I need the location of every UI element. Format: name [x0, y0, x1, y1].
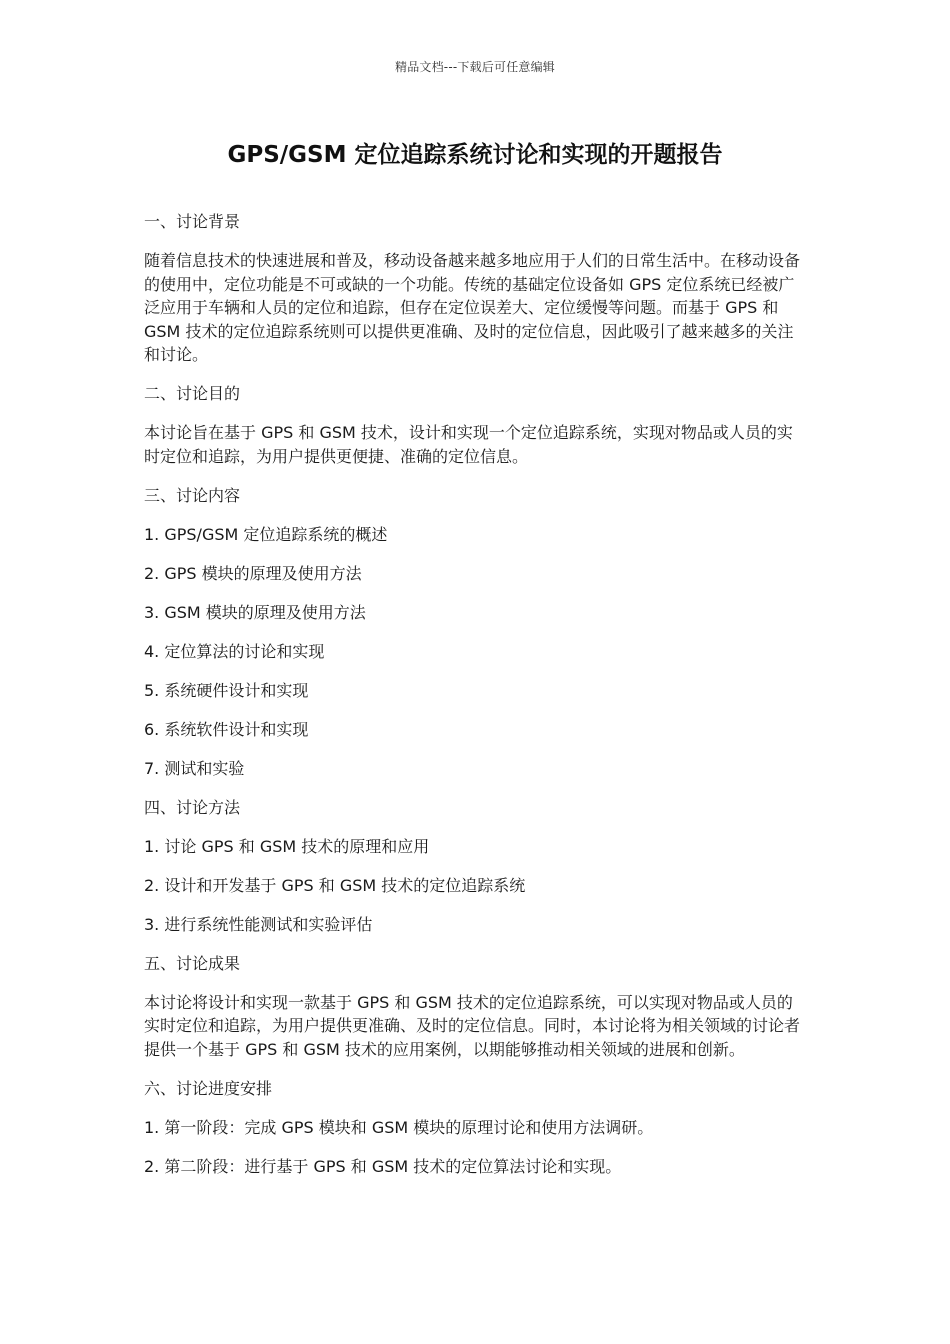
list-item: 3. GSM 模块的原理及使用方法	[144, 602, 366, 622]
section-heading-method: 四、讨论方法	[144, 797, 241, 817]
section-heading-background: 一、讨论背景	[144, 212, 241, 231]
list-item: 3. 进行系统性能测试和实验评估	[144, 914, 373, 934]
list-item: 2. 设计和开发基于 GPS 和 GSM 技术的定位追踪系统	[144, 875, 526, 895]
list-item: 1. GPS/GSM 定位追踪系统的概述	[144, 524, 388, 544]
list-item: 4. 定位算法的讨论和实现	[144, 641, 325, 661]
list-item: 6. 系统软件设计和实现	[144, 719, 309, 739]
list-item: 7. 测试和实验	[144, 758, 245, 778]
header-note: 精品文档---下载后可任意编辑	[395, 60, 555, 74]
list-item: 1. 第一阶段：完成 GPS 模块和 GSM 模块的原理讨论和使用方法调研。	[144, 1117, 654, 1137]
section-heading-content: 三、讨论内容	[144, 485, 241, 505]
list-item: 2. GPS 模块的原理及使用方法	[144, 563, 362, 583]
document-body	[144, 210, 806, 1194]
list-item: 1. 讨论 GPS 和 GSM 技术的原理和应用	[144, 836, 430, 856]
paragraph-background: 随着信息技术的快速进展和普及，移动设备越来越多地应用于人们的日常生活中。在移动设备的使用中，定位功能是不可或缺的一个功能。传统的基础定位设备如 GPS 定位系统已经被广泛应用于车辆和人员的定位和追踪，但存在定位误差大、定位缓慢等问题。而基于 GPS 和 GSM 技术的定位追踪系统则可以提供更准确、及时的定位信息，因此吸引了越来越多的关注和讨论。	[144, 251, 801, 364]
list-item: 5. 系统硬件设计和实现	[144, 680, 309, 700]
paragraph-purpose: 本讨论旨在基于 GPS 和 GSM 技术，设计和实现一个定位追踪系统，实现对物品或人员的实时定位和追踪，为用户提供更便捷、准确的定位信息。	[144, 423, 793, 466]
section-heading-schedule: 六、讨论进度安排	[144, 1078, 273, 1098]
document-title: GPS/GSM 定位追踪系统讨论和实现的开题报告	[227, 142, 723, 168]
section-heading-results: 五、讨论成果	[144, 953, 241, 973]
list-item: 2. 第二阶段：进行基于 GPS 和 GSM 技术的定位算法讨论和实现。	[144, 1156, 622, 1176]
section-heading-purpose: 二、讨论目的	[144, 384, 241, 403]
paragraph-results: 本讨论将设计和实现一款基于 GPS 和 GSM 技术的定位追踪系统，可以实现对物品或人员的实时定位和追踪，为用户提供更准确、及时的定位信息。同时，本讨论将为相关领域的讨论者提供一个基于 GPS 和 GSM 技术的应用案例，以期能够推动相关领域的进展和创新。	[144, 992, 801, 1059]
